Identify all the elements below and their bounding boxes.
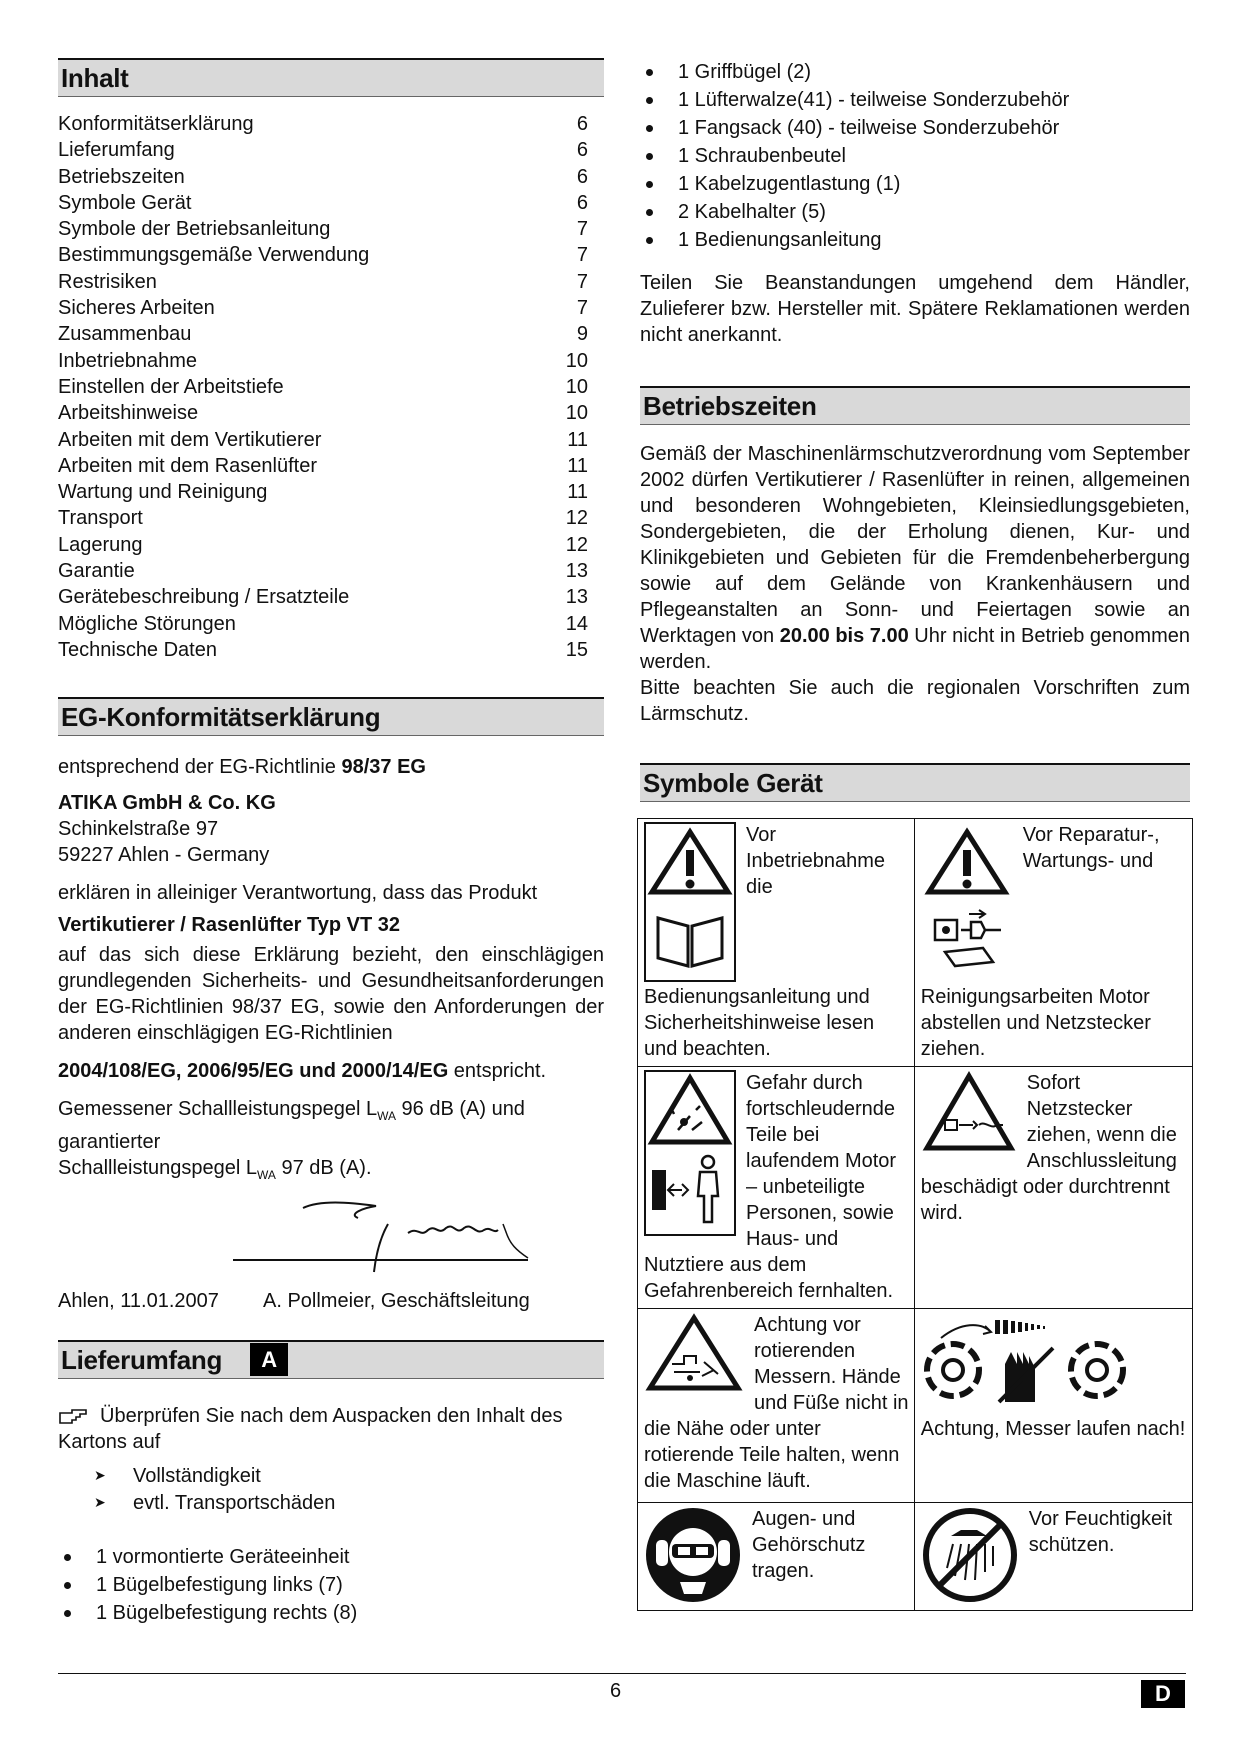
toc-label: Transport [58,507,143,530]
symbol-text: Vor Reparatur-, Wartungs- und Reinigungsarbeiten Motor abstellen und Netzstecker ziehen. [920,824,1160,1060]
directives-line [58,1058,604,1084]
page-number: 6 [610,1680,622,1702]
toc-page: 6 [576,191,588,214]
toc-entry[interactable] [58,453,604,479]
toc-entry[interactable] [58,295,604,321]
toc-label: Konformitätserklärung [58,113,254,135]
symbols-table [637,818,1193,1611]
symbol-cell [914,1503,1192,1611]
product-name: Vertikutierer / Rasenlüfter Typ VT 32 [58,914,400,937]
toc-entry[interactable] [58,611,604,637]
toc-label: Lieferumfang [58,139,175,162]
toc-entry[interactable] [58,479,604,505]
signature-area [58,1188,604,1278]
conformity-body: auf das sich diese Erklärung bezieht, den einschlägigen grundlegenden Sicherheits- und Gesundheitsanforderungen der EG-Richtlinien 98/37 EG, sowie den Anforderungen der anderen einschlägigen EG-Richtlinien [58,944,604,1045]
toc-entry[interactable] [58,584,604,610]
symbol-cell [914,819,1192,1067]
directives-suffix: entspricht. [448,1060,547,1083]
toc-entry[interactable] [58,427,604,453]
toc-entry[interactable] [58,111,604,137]
symbol-text: Sofort Netzstecker ziehen, wenn die Anschlussleitung beschädigt oder durchtrennt wird. [920,1072,1177,1224]
toc-page: 15 [565,638,588,661]
toc-page: 10 [565,375,588,398]
toc-page: 11 [567,481,588,504]
flying-parts-and-distance-icon [644,1070,736,1236]
toc-label: Restrisiken [58,270,157,293]
toc-page: 6 [576,165,588,188]
sound-text: Schallleistungspegel L [58,1157,258,1180]
check-text: Überprüfen Sie nach dem Auspacken den Inhalt des Kartons auf [58,1405,563,1454]
operating-hours: 20.00 bis 7.00 [779,625,909,647]
declare-text: erklären in alleiniger Verantwortung, dass das Produkt [58,882,538,905]
sound-subscript: WA [377,1109,396,1124]
toc-entry[interactable] [58,532,604,558]
sound-text: Gemessener Schallleistungspegel L [58,1098,378,1121]
list-item: 1 vormontierte Geräteeinheit [58,1543,604,1571]
toc-page: 10 [565,402,588,425]
toc-page: 13 [565,560,588,583]
symbol-text: Achtung vor rotierenden Messern. Hände und Füße nicht in die Nähe oder unter rotierende Teile halten, wenn die Maschine läuft. [644,1314,909,1492]
toc-entry[interactable] [58,505,604,531]
toc-heading: Inhalt [58,58,604,97]
company-name: ATIKA GmbH & Co. KG [58,792,276,815]
toc-label: Arbeitshinweise [58,402,199,425]
toc-entry[interactable] [58,137,604,163]
signatory: A. Pollmeier, Geschäftsleitung [263,1290,530,1313]
complaint-text: Teilen Sie Beanstandungen umgehend dem Händler, Zulieferer bzw. Hersteller mit. Spätere Reklamationen werden nicht anerkannt. [640,272,1190,346]
delivery-title: Lieferumfang [61,1345,223,1376]
symbol-text: Augen- und Gehörschutz tragen. [752,1508,866,1582]
symbol-cell [638,1309,915,1503]
toc-page: 11 [567,454,588,477]
toc-label: Einstellen der Arbeitstiefe [58,375,284,398]
directive-text: entsprechend der EG-Richtlinie [58,756,342,779]
directive-line [58,754,604,780]
operating-times-text [640,441,1190,675]
toc-page: 14 [565,612,588,635]
list-item: 1 Kabelzugentlastung (1) [640,170,1190,198]
symbol-cell [638,1067,915,1309]
operating-text: Uhr nicht in Betrieb genommen werden. [640,625,1190,673]
toc-entry[interactable] [58,321,604,347]
toc-entry[interactable] [58,348,604,374]
toc-page: 12 [565,507,588,530]
symbol-cell [638,819,915,1067]
symbol-cell [638,1503,915,1611]
toc-label: Mögliche Störungen [58,612,236,635]
toc-list [58,111,604,663]
toc-page: 6 [576,139,588,162]
toc-label: Gerätebeschreibung / Ersatzteile [58,586,350,609]
symbols-heading: Symbole Gerät [640,763,1190,802]
operating-times-heading: Betriebszeiten [640,386,1190,425]
list-item: 1 Fangsack (40) - teilweise Sonderzubehör [640,114,1190,142]
toc-label: Bestimmungsgemäße Verwendung [58,244,370,267]
check-instruction [58,1403,604,1455]
toc-entry[interactable] [58,558,604,584]
language-badge: D [1141,1680,1185,1708]
delivery-heading [58,1340,604,1379]
toc-entry[interactable] [58,242,604,268]
operating-text: Gemäß der Maschinenlärmschutzverordnung vom September 2002 dürfen Vertikutierer / Rasenlüfter in reinen, allgemeinen und besonderen Wohngebieten, Kleinsiedlungsgebieten, Sondergebieten, die der Erholung dienen, Kur- und Klinikgebieten und Gebieten für die Fremdenbeherbergung sowie auf dem Gelände von Krankenhäusern und Pflegeanstalten an Sonn- und Feiertagen sowie an Werktagen von [640,443,1190,647]
blades-coast-icon [921,1312,1161,1408]
symbol-text: Vor Feuchtigkeit schützen. [1028,1508,1173,1556]
symbol-cell [914,1067,1192,1309]
toc-label: Symbole Gerät [58,191,192,214]
left-column [58,58,604,1627]
damaged-cable-icon [921,1070,1017,1154]
toc-entry[interactable] [58,374,604,400]
directive-number: 98/37 EG [341,756,426,779]
rotating-blades-icon [644,1312,744,1394]
toc-label: Arbeiten mit dem Rasenlüfter [58,454,318,477]
toc-page: 13 [565,586,588,609]
warning-and-book-icon [644,822,736,982]
toc-label: Zusammenbau [58,323,192,346]
toc-entry[interactable] [58,400,604,426]
symbol-text: Gefahr durch fortschleudernde Teile bei laufendem Motor – unbeteiligte Personen, sowie Haus- und Nutztiere aus dem Gefahrenbereich fernhalten. [644,1072,897,1302]
delivery-items-right [640,58,1190,254]
sound-text: 96 dB (A) und garantierter [58,1098,525,1154]
warning-and-unplug-icon [921,822,1013,982]
toc-page: 9 [576,323,588,346]
symbol-cell [914,1309,1192,1503]
signature-line [58,1288,604,1314]
toc-page: 10 [565,349,588,372]
toc-entry[interactable] [58,216,604,242]
check-item: ➤ evtl. Transportschäden [58,1490,604,1517]
toc-page: 7 [576,270,588,293]
list-item: 1 Bügelbefestigung links (7) [58,1571,604,1599]
toc-page: 7 [576,297,588,320]
right-column [640,58,1190,1611]
toc-entry[interactable] [58,637,604,663]
symbol-text: Vor Inbetriebnahme die Bedienungsanleitung und Sicherheitshinweise lesen und beachten. [644,824,885,1060]
toc-entry[interactable] [58,269,604,295]
place-date: Ahlen, 11.01.2007 [58,1290,219,1313]
sound-text: 97 dB (A). [275,1157,372,1180]
toc-label: Symbole der Betriebsanleitung [58,218,331,241]
directives-list: 2004/108/EG, 2006/95/EG und 2000/14/EG [58,1060,449,1083]
toc-label: Betriebszeiten [58,165,185,188]
toc-entry[interactable] [58,164,604,190]
toc-page: 11 [567,428,588,451]
company-city: 59227 Ahlen - Germany [58,844,270,867]
sound-subscript: WA [257,1168,276,1183]
list-item: 2 Kabelhalter (5) [640,198,1190,226]
toc-label: Garantie [58,560,135,583]
list-item: 1 Schraubenbeutel [640,142,1190,170]
footer-rule [58,1673,1186,1674]
toc-label: Technische Daten [58,638,217,661]
sound-level-line-1 [58,1096,604,1155]
toc-label: Sicheres Arbeiten [58,297,215,320]
list-item: 1 Griffbügel (2) [640,58,1190,86]
toc-page: 12 [565,533,588,556]
list-item: 1 Bedienungsanleitung [640,226,1190,254]
pointing-hand-icon [58,1407,90,1425]
toc-page: 7 [576,218,588,241]
list-item: 1 Bügelbefestigung rechts (8) [58,1599,604,1627]
company-street: Schinkelstraße 97 [58,818,219,841]
toc-page: 6 [576,113,588,135]
no-rain-icon [921,1506,1019,1604]
signature-image [58,1188,604,1278]
toc-label: Arbeiten mit dem Vertikutierer [58,428,322,451]
check-item: ➤ Vollständigkeit [58,1463,604,1490]
toc-entry[interactable] [58,190,604,216]
section-badge: A [250,1343,288,1376]
sound-level-line-2 [58,1155,604,1188]
toc-label: Inbetriebnahme [58,349,197,372]
check-list [58,1463,604,1517]
toc-label: Lagerung [58,533,143,556]
toc-page: 7 [576,244,588,267]
conformity-heading: EG-Konformitätserklärung [58,697,604,736]
list-item: 1 Lüfterwalze(41) - teilweise Sonderzubehör [640,86,1190,114]
delivery-items-left [58,1543,604,1627]
toc-label: Wartung und Reinigung [58,481,268,504]
eye-ear-protection-icon [644,1506,742,1604]
regional-note: Bitte beachten Sie auch die regionalen Vorschriften zum Lärmschutz. [640,677,1190,725]
symbol-text: Achtung, Messer laufen nach! [920,1418,1186,1440]
